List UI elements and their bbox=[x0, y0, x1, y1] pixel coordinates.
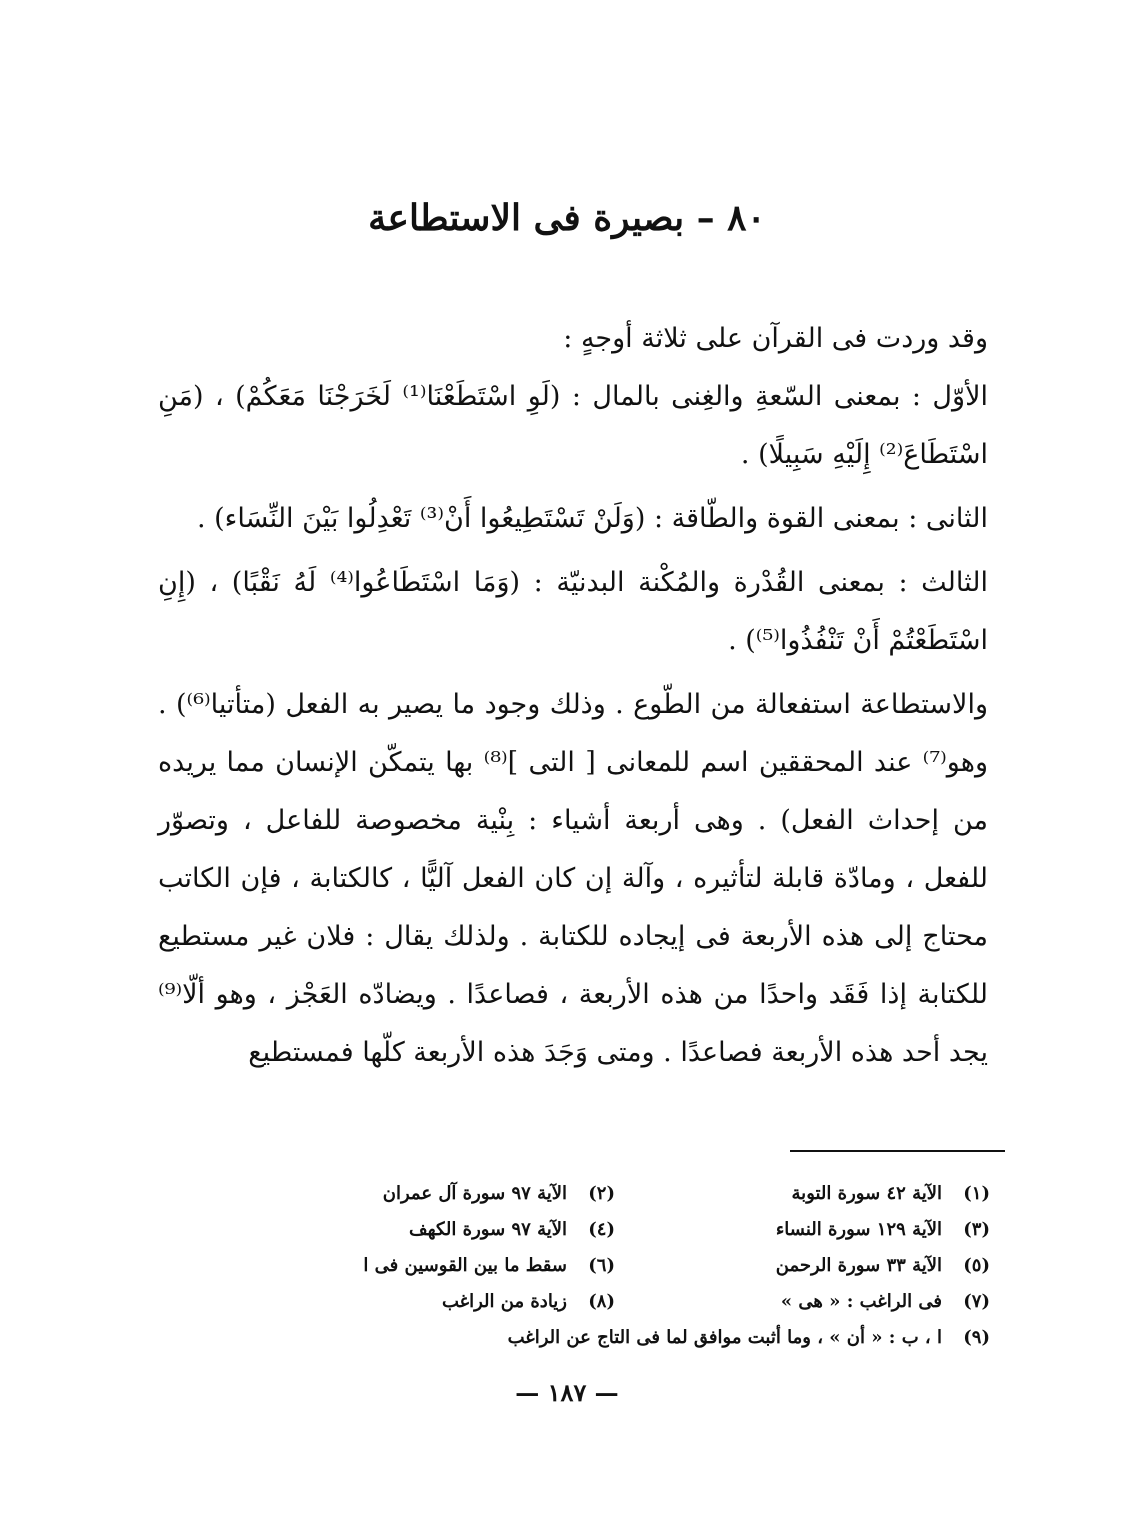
footnote-text: الآية ٩٧ سورة الكهف bbox=[409, 1219, 567, 1240]
footnote-row bbox=[240, 1284, 990, 1320]
footnote-text: ا ، ب : « أن » ، وما أثبت موافق لما فى التاج عن الراغب bbox=[507, 1327, 942, 1348]
definition-paragraph: والاستطاعة استفعالة من الطّوع . وذلك وجود ما يصير به الفعل (متأتيا⁽⁶⁾) . وهو⁽⁷⁾ عند المحققين اسم للمعانى [ التى ]⁽⁸⁾ بها يتمكّن الإنسان مما يريده من إحداث الفعل) . وهى أربعة أشياء : بِنْية مخصوصة للفاعل ، وتصوّر للفعل ، ومادّة قابلة لتأثيره ، وآلة إن كان الفعل آليًّا ، كالكتابة ، فإن الكاتب محتاج إلى هذه الأربعة فى إيجاده للكتابة . ولذلك يقال : فلان غير مستطيع للكتابة إذا فَقَد واحدًا من هذه الأربعة ، فصاعدًا . ويضادّه العَجْز ، وهو ألّا⁽⁹⁾ يجد أحد هذه الأربعة فصاعدًا . ومتى وَجَدَ هذه الأربعة كلّها فمستطيع bbox=[158, 689, 988, 1068]
footnote-row bbox=[240, 1320, 990, 1356]
footnote-2 bbox=[240, 1176, 615, 1212]
footnote-divider bbox=[790, 1150, 1005, 1152]
footnote-number: (٢) bbox=[588, 1183, 615, 1204]
footnote-text: الآية ٣٣ سورة الرحمن bbox=[775, 1255, 942, 1276]
footnote-text: الآية ٤٢ سورة التوبة bbox=[791, 1183, 942, 1204]
footnote-number: (٥) bbox=[963, 1255, 990, 1276]
footnote-text: الآية ١٢٩ سورة النساء bbox=[775, 1219, 942, 1240]
footnote-4 bbox=[240, 1212, 615, 1248]
footnote-number: (٨) bbox=[588, 1291, 615, 1312]
intro-paragraph: وقد وردت فى القرآن على ثلاثة أوجهٍ : bbox=[563, 323, 988, 354]
footnote-number: (٩) bbox=[963, 1327, 990, 1348]
footnote-6 bbox=[240, 1248, 615, 1284]
footnote-9 bbox=[240, 1320, 990, 1356]
section-heading: ٨٠ – بصيرة فى الاستطاعة bbox=[368, 197, 766, 239]
second-meaning-paragraph: الثانى : بمعنى القوة والطّاقة : (وَلَنْ تَسْتَطِيعُوا أَنْ⁽³⁾ تَعْدِلُوا بَيْنَ النِّسَاء) . bbox=[196, 503, 988, 534]
footnote-number: (٦) bbox=[588, 1255, 615, 1276]
third-meaning-paragraph: الثالث : بمعنى القُدْرة والمُكْنة البدنيّة : (وَمَا اسْتَطَاعُوا⁽⁴⁾ لَهُ نَقْبًا) ، (إِنِ اسْتَطَعْتُمْ أَنْ تَنْفُذُوا⁽⁵⁾) . bbox=[158, 567, 989, 656]
footnote-row bbox=[240, 1212, 990, 1248]
footnote-text: سقط ما بين القوسين فى ا bbox=[363, 1255, 567, 1276]
footnote-row bbox=[240, 1176, 990, 1212]
first-meaning-paragraph: الأوّل : بمعنى السّعةِ والغِنى بالمال : (لَوِ اسْتَطَعْنَا⁽¹⁾ لَخَرَجْنَا مَعَكُمْ) ، (مَنِ اسْتَطَاعَ⁽²⁾ إِلَيْهِ سَبِيلًا) . bbox=[158, 381, 988, 470]
footnote-text: فى الراغب : « هى » bbox=[780, 1291, 942, 1312]
footnote-7 bbox=[615, 1284, 990, 1320]
footnote-row bbox=[240, 1248, 990, 1284]
footnote-text: الآية ٩٧ سورة آل عمران bbox=[382, 1183, 567, 1204]
footnote-number: (٣) bbox=[963, 1219, 990, 1240]
footnote-5 bbox=[615, 1248, 990, 1284]
footnote-number: (٧) bbox=[963, 1291, 990, 1312]
footnote-number: (١) bbox=[963, 1183, 990, 1204]
body-text bbox=[158, 310, 988, 1082]
footnote-text: زيادة من الراغب bbox=[441, 1291, 567, 1312]
footnote-1 bbox=[615, 1176, 990, 1212]
page-number: — ١٨٧ — bbox=[515, 1378, 619, 1407]
footnote-3 bbox=[615, 1212, 990, 1248]
footnotes bbox=[240, 1176, 990, 1356]
footnote-number: (٤) bbox=[588, 1219, 615, 1240]
footnote-8 bbox=[240, 1284, 615, 1320]
